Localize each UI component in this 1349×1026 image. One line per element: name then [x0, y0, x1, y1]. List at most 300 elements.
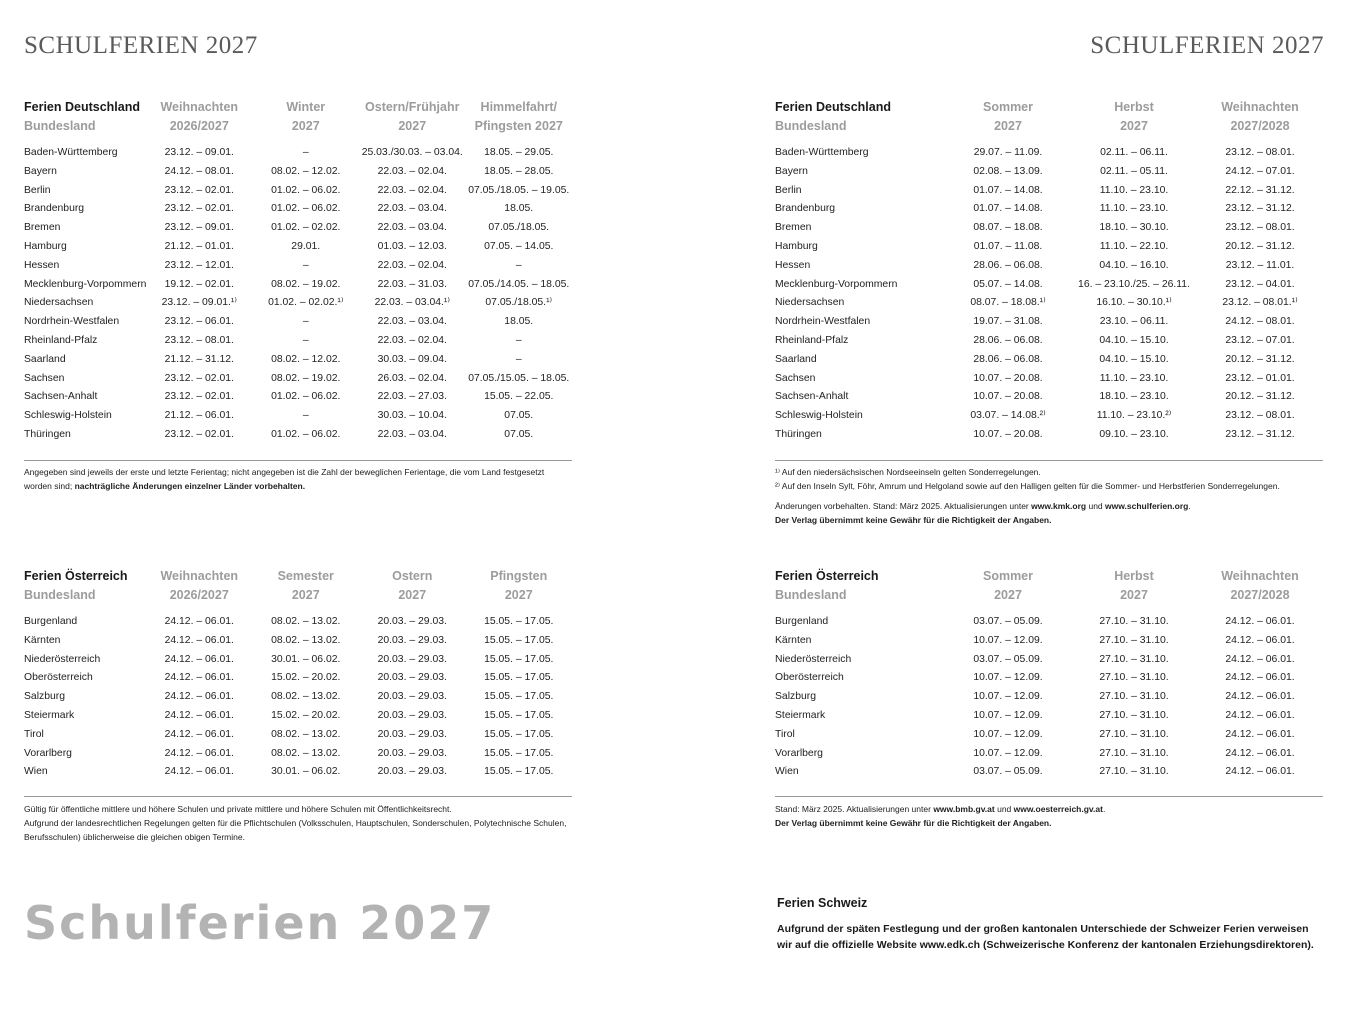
- table-row: [24, 144, 572, 163]
- date-range-cell: 02.08. – 13.09.: [973, 165, 1043, 177]
- date-range-cell: 27.10. – 31.10.: [1099, 672, 1169, 684]
- date-range-cell: 24.12. – 06.01.: [1225, 672, 1295, 684]
- date-range-cell: 28.06. – 06.08.: [973, 353, 1043, 365]
- date-range-cell: 01.02. – 06.02.: [271, 428, 341, 440]
- date-range-cell: –: [302, 334, 309, 346]
- state-name: Vorarlberg: [775, 747, 823, 759]
- date-range-cell: 08.07. – 18.08.¹⁾: [970, 297, 1046, 309]
- table-row: [775, 238, 1323, 257]
- date-range-cell: 23.12. – 06.01.: [164, 316, 234, 328]
- date-range-cell: 15.05. – 17.05.: [484, 691, 554, 703]
- table-row: [775, 632, 1323, 651]
- date-range-cell: 20.03. – 29.03.: [377, 747, 447, 759]
- table-row: [24, 726, 572, 745]
- table-row: [24, 669, 572, 688]
- table-row: [24, 219, 572, 238]
- state-name: Baden-Württemberg: [24, 147, 118, 158]
- table-row: [24, 163, 572, 182]
- note-bold: nachträgliche Änderungen einzelner Länder vorbehalten.: [74, 481, 306, 491]
- austria-table-left: [24, 567, 572, 782]
- date-range-cell: 08.02. – 13.02.: [271, 691, 341, 703]
- date-range-cell: 10.07. – 20.08.: [973, 391, 1043, 403]
- state-name: Saarland: [24, 353, 66, 365]
- column-header: Weihnachten 2027/2028: [1221, 100, 1299, 133]
- date-range-cell: 23.12. – 08.01.: [1225, 222, 1295, 234]
- state-name: Salzburg: [24, 691, 66, 703]
- table-header-row: [775, 98, 1323, 144]
- date-range-cell: 11.10. – 23.10.: [1099, 372, 1169, 384]
- date-range-cell: 07.05./15.05. – 18.05.: [468, 372, 570, 384]
- date-range-cell: 24.12. – 06.01.: [164, 616, 234, 627]
- date-range-cell: 24.12. – 06.01.: [1225, 747, 1295, 759]
- state-name: Saarland: [775, 353, 817, 365]
- state-name: Berlin: [24, 184, 51, 196]
- date-range-cell: 24.12. – 06.01.: [1225, 653, 1295, 665]
- state-name: Rheinland-Pfalz: [775, 334, 849, 346]
- date-range-cell: 20.03. – 29.03.: [377, 709, 447, 721]
- footer-title: Schulferien 2027: [24, 896, 496, 950]
- date-range-cell: 23.12. – 02.01.: [164, 184, 234, 196]
- table-row: [775, 257, 1323, 276]
- table-row: [24, 745, 572, 764]
- column-header: Semester 2027: [277, 569, 334, 602]
- date-range-cell: 07.05./14.05. – 18.05.: [468, 278, 570, 290]
- section-heading: Ferien Deutschland: [24, 100, 140, 114]
- state-name: Brandenburg: [775, 203, 836, 215]
- state-name: Tirol: [775, 728, 795, 740]
- disclaimer: Der Verlag übernimmt keine Gewähr für die Richtigkeit der Angaben.: [775, 515, 1052, 525]
- state-name: Sachsen-Anhalt: [775, 391, 849, 403]
- date-range-cell: 30.03. – 10.04.: [377, 410, 447, 422]
- table-header-row: [24, 567, 572, 613]
- date-range-cell: 03.07. – 14.08.²⁾: [970, 410, 1046, 422]
- date-range-cell: 24.12. – 06.01.: [1225, 728, 1295, 740]
- table-row: [775, 294, 1323, 313]
- date-range-cell: 20.12. – 31.12.: [1225, 353, 1295, 365]
- state-name: Nordrhein-Westfalen: [24, 316, 120, 328]
- date-range-cell: 24.12. – 08.01.: [164, 165, 234, 177]
- date-range-cell: 08.02. – 19.02.: [271, 372, 341, 384]
- date-range-cell: 24.12. – 06.01.: [1225, 616, 1295, 627]
- date-range-cell: 08.02. – 13.02.: [271, 747, 341, 759]
- table-row: [24, 200, 572, 219]
- state-name: Oberösterreich: [24, 672, 93, 684]
- table-row: [24, 238, 572, 257]
- state-name: Kärnten: [775, 634, 812, 646]
- date-range-cell: 27.10. – 31.10.: [1099, 728, 1169, 740]
- table-row: [24, 632, 572, 651]
- state-name: Thüringen: [775, 428, 822, 440]
- date-range-cell: 11.10. – 23.10.: [1099, 184, 1169, 196]
- date-range-cell: 01.02. – 06.02.: [271, 391, 341, 403]
- column-header: Winter 2027: [286, 100, 326, 133]
- date-range-cell: 18.05. – 29.05.: [484, 147, 554, 158]
- germany-table-right: [775, 98, 1323, 445]
- date-range-cell: 22.03. – 03.04.: [377, 203, 447, 215]
- date-range-cell: 15.05. – 17.05.: [484, 634, 554, 646]
- date-range-cell: 23.12. – 08.01.: [1225, 147, 1295, 158]
- germany-footnotes: [775, 465, 1323, 527]
- date-range-cell: 23.12. – 31.12.: [1225, 428, 1295, 440]
- date-range-cell: 23.12. – 09.01.: [164, 147, 234, 158]
- date-range-cell: 08.02. – 12.02.: [271, 165, 341, 177]
- link-bmb: www.bmb.gv.at: [933, 804, 995, 814]
- state-name: Sachsen-Anhalt: [24, 391, 98, 403]
- date-range-cell: 22.03. – 02.04.: [377, 334, 447, 346]
- date-range-cell: 15.05. – 17.05.: [484, 747, 554, 759]
- date-range-cell: 24.12. – 08.01.: [1225, 316, 1295, 328]
- date-range-cell: 24.12. – 06.01.: [164, 709, 234, 721]
- date-range-cell: 10.07. – 20.08.: [973, 428, 1043, 440]
- table-row: [24, 388, 572, 407]
- state-name: Mecklenburg-Vorpommern: [775, 278, 898, 290]
- state-name: Steiermark: [24, 709, 75, 721]
- state-name: Brandenburg: [24, 203, 85, 215]
- date-range-cell: 18.05.: [504, 203, 534, 215]
- germany-table-left: [24, 98, 572, 445]
- date-range-cell: 27.10. – 31.10.: [1099, 747, 1169, 759]
- date-range-cell: 01.07. – 11.08.: [973, 240, 1043, 252]
- table-header-row: [775, 567, 1323, 613]
- date-range-cell: 24.12. – 06.01.: [164, 653, 234, 665]
- status-line: Änderungen vorbehalten. Stand: März 2025. Aktualisierungen unter www.kmk.org und www.schulferien.org.: [775, 501, 1191, 511]
- date-range-cell: 18.05.: [504, 316, 534, 328]
- date-range-cell: 25.03./30.03. – 03.04.: [361, 147, 463, 158]
- table-row: [24, 351, 572, 370]
- date-range-cell: 03.07. – 05.09.: [973, 653, 1043, 665]
- table-row: [775, 613, 1323, 632]
- table-row: [775, 726, 1323, 745]
- table-row: [24, 182, 572, 201]
- state-name: Vorarlberg: [24, 747, 72, 759]
- table-heading: [24, 567, 146, 613]
- date-range-cell: 30.03. – 09.04.: [377, 353, 447, 365]
- state-name: Salzburg: [775, 691, 817, 703]
- date-range-cell: 27.10. – 31.10.: [1099, 691, 1169, 703]
- date-range-cell: 01.02. – 06.02.: [271, 184, 341, 196]
- date-range-cell: 04.10. – 15.10.: [1099, 353, 1169, 365]
- holiday-table: [775, 567, 1323, 782]
- date-range-cell: 10.07. – 20.08.: [973, 372, 1043, 384]
- disclaimer: Der Verlag übernimmt keine Gewähr für die Richtigkeit der Angaben.: [775, 818, 1052, 828]
- table-row: [24, 688, 572, 707]
- date-range-cell: 24.12. – 06.01.: [164, 766, 234, 778]
- column-header: Herbst 2027: [1114, 569, 1154, 602]
- table-row: [775, 426, 1323, 445]
- date-range-cell: 01.02. – 02.02.¹⁾: [268, 297, 344, 309]
- date-range-cell: 24.12. – 06.01.: [164, 634, 234, 646]
- table-heading: [775, 98, 945, 144]
- state-name: Burgenland: [775, 616, 829, 627]
- date-range-cell: 07.05./18.05. – 19.05.: [468, 184, 570, 196]
- table-row: [775, 276, 1323, 295]
- switzerland-text: Aufgrund der späten Festlegung und der großen kantonalen Unterschiede der Schweizer Ferien verweisen wir auf die offizielle Website www.edk.ch (Schweizerische Konferenz der kantonalen Erziehungsdirektoren).: [777, 923, 1314, 951]
- link-kmk: www.kmk.org: [1031, 501, 1087, 511]
- state-name: Niedersachsen: [775, 297, 845, 309]
- column-header-state: Bundesland: [775, 119, 847, 133]
- date-range-cell: –: [302, 147, 309, 158]
- date-range-cell: 30.01. – 06.02.: [271, 766, 341, 778]
- date-range-cell: 18.05. – 28.05.: [484, 165, 554, 177]
- date-range-cell: 24.12. – 07.01.: [1225, 165, 1295, 177]
- date-range-cell: 29.07. – 11.09.: [973, 147, 1043, 158]
- state-name: Rheinland-Pfalz: [24, 334, 98, 346]
- note-line-1: Gültig für öffentliche mittlere und höhere Schulen und private mittlere und höhere Schulen mit Öffentlichkeitsrecht.: [24, 804, 452, 814]
- table-row: [775, 182, 1323, 201]
- table-row: [775, 745, 1323, 764]
- date-range-cell: 27.10. – 31.10.: [1099, 634, 1169, 646]
- date-range-cell: 02.11. – 06.11.: [1100, 147, 1168, 158]
- status-line: Stand: März 2025. Aktualisierungen unter www.bmb.gv.at und www.oesterreich.gv.at.: [775, 804, 1106, 814]
- link-oesterreich: www.oesterreich.gv.at: [1013, 804, 1103, 814]
- column-header: Pfingsten 2027: [490, 569, 548, 602]
- date-range-cell: 01.07. – 14.08.: [973, 203, 1043, 215]
- state-name: Schleswig-Holstein: [775, 410, 863, 422]
- date-range-cell: 28.06. – 06.08.: [973, 334, 1043, 346]
- date-range-cell: 20.03. – 29.03.: [377, 672, 447, 684]
- state-name: Niedersachsen: [24, 297, 94, 309]
- austria-status: [775, 802, 1323, 830]
- date-range-cell: 20.03. – 29.03.: [377, 728, 447, 740]
- date-range-cell: 01.03. – 12.03.: [377, 240, 447, 252]
- table-row: [24, 332, 572, 351]
- date-range-cell: 20.12. – 31.12.: [1225, 391, 1295, 403]
- date-range-cell: 23.12. – 09.01.¹⁾: [161, 297, 237, 309]
- date-range-cell: 15.05. – 17.05.: [484, 766, 554, 778]
- note-text: Angegeben sind jeweils der erste und letzte Ferientag; nicht angegeben ist die Zahl der beweglichen Ferientage, die vom Land festgesetzt worden sind;: [24, 467, 545, 491]
- column-header-state: Bundesland: [24, 119, 96, 133]
- date-range-cell: 19.12. – 02.01.: [164, 278, 234, 290]
- state-name: Burgenland: [24, 616, 78, 627]
- link-schulferien: www.schulferien.org: [1105, 501, 1189, 511]
- holiday-table: [775, 98, 1323, 445]
- date-range-cell: 23.12. – 02.01.: [164, 203, 234, 215]
- column-header: Himmelfahrt/ Pfingsten 2027: [474, 100, 563, 133]
- table-row: [24, 313, 572, 332]
- column-header: Weihnachten 2026/2027: [160, 100, 239, 133]
- page-title-right: SCHULFERIEN 2027: [1090, 32, 1324, 59]
- table-row: [24, 707, 572, 726]
- state-name: Nordrhein-Westfalen: [775, 316, 871, 328]
- date-range-cell: 15.02. – 20.02.: [271, 672, 341, 684]
- date-range-cell: 24.12. – 06.01.: [164, 691, 234, 703]
- date-range-cell: 16. – 23.10./25. – 26.11.: [1078, 278, 1190, 290]
- date-range-cell: 08.02. – 12.02.: [271, 353, 341, 365]
- footnote-2: ²⁾ Auf den Inseln Sylt, Föhr, Amrum und Helgoland sowie auf den Halligen gelten für die Sommer- und Herbstferien Sonderregelungen.: [775, 481, 1280, 491]
- state-name: Baden-Württemberg: [775, 147, 869, 158]
- austria-note: [24, 802, 572, 844]
- date-range-cell: 22.03. – 02.04.: [377, 184, 447, 196]
- divider: [24, 460, 572, 461]
- table-row: [24, 294, 572, 313]
- table-heading: [24, 98, 146, 144]
- date-range-cell: 23.12. – 12.01.: [164, 259, 234, 271]
- date-range-cell: 23.12. – 02.01.: [164, 391, 234, 403]
- date-range-cell: 11.10. – 22.10.: [1099, 240, 1169, 252]
- table-row: [775, 707, 1323, 726]
- table-row: [775, 370, 1323, 389]
- state-name: Kärnten: [24, 634, 61, 646]
- state-name: Hessen: [24, 259, 60, 271]
- state-name: Thüringen: [24, 428, 71, 440]
- date-range-cell: 23.12. – 31.12.: [1225, 203, 1295, 215]
- date-range-cell: 07.05./18.05.¹⁾: [485, 297, 553, 309]
- date-range-cell: 22.03. – 02.04.: [377, 259, 447, 271]
- holiday-table: [24, 98, 572, 445]
- state-name: Tirol: [24, 728, 44, 740]
- date-range-cell: 01.02. – 02.02.: [271, 222, 341, 234]
- table-row: [24, 407, 572, 426]
- date-range-cell: 20.03. – 29.03.: [377, 634, 447, 646]
- table-row: [775, 163, 1323, 182]
- state-name: Bayern: [24, 165, 57, 177]
- date-range-cell: 27.10. – 31.10.: [1099, 766, 1169, 778]
- note-line-2: Aufgrund der landesrechtlichen Regelungen gelten für die Pflichtschulen (Volksschulen, Hauptschulen, Sonderschulen, Polytechnische Schulen, Berufsschulen) üblicherweise die gleichen obigen Termine.: [24, 818, 567, 842]
- date-range-cell: 21.12. – 31.12.: [164, 353, 234, 365]
- germany-note: [24, 465, 572, 493]
- date-range-cell: 23.10. – 06.11.: [1099, 316, 1169, 328]
- date-range-cell: 23.12. – 04.01.: [1225, 278, 1295, 290]
- date-range-cell: 24.12. – 06.01.: [1225, 691, 1295, 703]
- date-range-cell: 23.12. – 02.01.: [164, 428, 234, 440]
- date-range-cell: 22.03. – 02.04.: [377, 165, 447, 177]
- switzerland-heading: Ferien Schweiz: [777, 896, 868, 910]
- state-name: Hamburg: [24, 240, 67, 252]
- table-row: [24, 651, 572, 670]
- state-name: Wien: [24, 766, 48, 778]
- table-row: [24, 426, 572, 445]
- divider: [775, 796, 1323, 797]
- table-row: [24, 370, 572, 389]
- date-range-cell: –: [515, 334, 522, 346]
- table-row: [775, 200, 1323, 219]
- date-range-cell: –: [302, 410, 309, 422]
- divider: [775, 460, 1323, 461]
- table-row: [775, 388, 1323, 407]
- table-row: [24, 257, 572, 276]
- date-range-cell: 03.07. – 05.09.: [973, 766, 1043, 778]
- date-range-cell: –: [515, 353, 522, 365]
- date-range-cell: 28.06. – 06.08.: [973, 259, 1043, 271]
- holiday-table: [24, 567, 572, 782]
- date-range-cell: 03.07. – 05.09.: [973, 616, 1043, 627]
- date-range-cell: 02.11. – 05.11.: [1100, 165, 1168, 177]
- date-range-cell: 15.05. – 17.05.: [484, 709, 554, 721]
- date-range-cell: 07.05./18.05.: [488, 222, 550, 234]
- date-range-cell: 08.02. – 19.02.: [271, 278, 341, 290]
- date-range-cell: 20.03. – 29.03.: [377, 653, 447, 665]
- date-range-cell: 07.05. – 14.05.: [484, 240, 554, 252]
- table-row: [775, 219, 1323, 238]
- state-name: Sachsen: [775, 372, 816, 384]
- date-range-cell: –: [302, 259, 309, 271]
- table-row: [24, 276, 572, 295]
- date-range-cell: 23.12. – 08.01.¹⁾: [1222, 297, 1298, 309]
- date-range-cell: 29.01.: [291, 240, 321, 252]
- date-range-cell: 26.03. – 02.04.: [377, 372, 447, 384]
- table-row: [775, 407, 1323, 426]
- date-range-cell: 15.05. – 17.05.: [484, 616, 554, 627]
- date-range-cell: 22.03. – 31.03.: [377, 278, 447, 290]
- column-header: Ostern/Frühjahr 2027: [365, 100, 460, 133]
- column-header: Sommer 2027: [982, 100, 1034, 133]
- state-name: Mecklenburg-Vorpommern: [24, 278, 147, 290]
- austria-table-right: [775, 567, 1323, 782]
- date-range-cell: 20.03. – 29.03.: [377, 691, 447, 703]
- date-range-cell: 23.12. – 09.01.: [164, 222, 234, 234]
- date-range-cell: 10.07. – 12.09.: [973, 691, 1043, 703]
- date-range-cell: 16.10. – 30.10.¹⁾: [1096, 297, 1172, 309]
- column-header: Weihnachten 2026/2027: [160, 569, 239, 602]
- date-range-cell: 27.10. – 31.10.: [1099, 653, 1169, 665]
- date-range-cell: 23.12. – 08.01.: [164, 334, 234, 346]
- footnote-1: ¹⁾ Auf den niedersächsischen Nordseeinseln gelten Sonderregelungen.: [775, 467, 1041, 477]
- state-name: Hessen: [775, 259, 811, 271]
- table-row: [24, 763, 572, 782]
- date-range-cell: 15.05. – 17.05.: [484, 653, 554, 665]
- table-row: [775, 144, 1323, 163]
- date-range-cell: 24.12. – 06.01.: [164, 747, 234, 759]
- date-range-cell: 15.05. – 22.05.: [484, 391, 554, 403]
- page-title-left: SCHULFERIEN 2027: [24, 32, 258, 59]
- date-range-cell: 24.12. – 06.01.: [164, 728, 234, 740]
- date-range-cell: 18.10. – 30.10.: [1099, 222, 1169, 234]
- date-range-cell: 10.07. – 12.09.: [973, 634, 1043, 646]
- date-range-cell: 30.01. – 06.02.: [271, 653, 341, 665]
- state-name: Bayern: [775, 165, 808, 177]
- section-heading: Ferien Österreich: [24, 569, 128, 583]
- date-range-cell: 20.03. – 29.03.: [377, 616, 447, 627]
- state-name: Sachsen: [24, 372, 65, 384]
- column-header-state: Bundesland: [775, 588, 847, 602]
- column-header: Herbst 2027: [1114, 100, 1154, 133]
- state-name: Bremen: [775, 222, 812, 234]
- date-range-cell: 23.12. – 01.01.: [1225, 372, 1295, 384]
- date-range-cell: 24.12. – 06.01.: [1225, 766, 1295, 778]
- date-range-cell: 07.05.: [504, 410, 534, 422]
- date-range-cell: 08.02. – 13.02.: [271, 634, 341, 646]
- table-row: [775, 688, 1323, 707]
- date-range-cell: 20.12. – 31.12.: [1225, 240, 1295, 252]
- date-range-cell: 04.10. – 15.10.: [1099, 334, 1169, 346]
- state-name: Oberösterreich: [775, 672, 844, 684]
- date-range-cell: 05.07. – 14.08.: [973, 278, 1043, 290]
- date-range-cell: 15.05. – 17.05.: [484, 728, 554, 740]
- state-name: Schleswig-Holstein: [24, 410, 112, 422]
- date-range-cell: 22.03. – 03.04.: [377, 428, 447, 440]
- section-heading: Ferien Deutschland: [775, 100, 891, 114]
- state-name: Steiermark: [775, 709, 826, 721]
- table-heading: [775, 567, 945, 613]
- state-name: Hamburg: [775, 240, 818, 252]
- date-range-cell: 27.10. – 31.10.: [1099, 709, 1169, 721]
- date-range-cell: 24.12. – 06.01.: [164, 672, 234, 684]
- date-range-cell: 15.05. – 17.05.: [484, 672, 554, 684]
- date-range-cell: 22.03. – 27.03.: [377, 391, 447, 403]
- table-row: [24, 613, 572, 632]
- date-range-cell: 01.02. – 06.02.: [271, 203, 341, 215]
- date-range-cell: 27.10. – 31.10.: [1099, 616, 1169, 627]
- date-range-cell: 11.10. – 23.10.: [1099, 203, 1169, 215]
- column-header: Sommer 2027: [982, 569, 1034, 602]
- date-range-cell: 19.07. – 31.08.: [973, 316, 1043, 328]
- date-range-cell: 10.07. – 12.09.: [973, 728, 1043, 740]
- date-range-cell: 18.10. – 23.10.: [1099, 391, 1169, 403]
- date-range-cell: 10.07. – 12.09.: [973, 672, 1043, 684]
- state-name: Niederösterreich: [775, 653, 852, 665]
- date-range-cell: 23.12. – 11.01.: [1225, 259, 1295, 271]
- date-range-cell: 08.02. – 13.02.: [271, 616, 341, 627]
